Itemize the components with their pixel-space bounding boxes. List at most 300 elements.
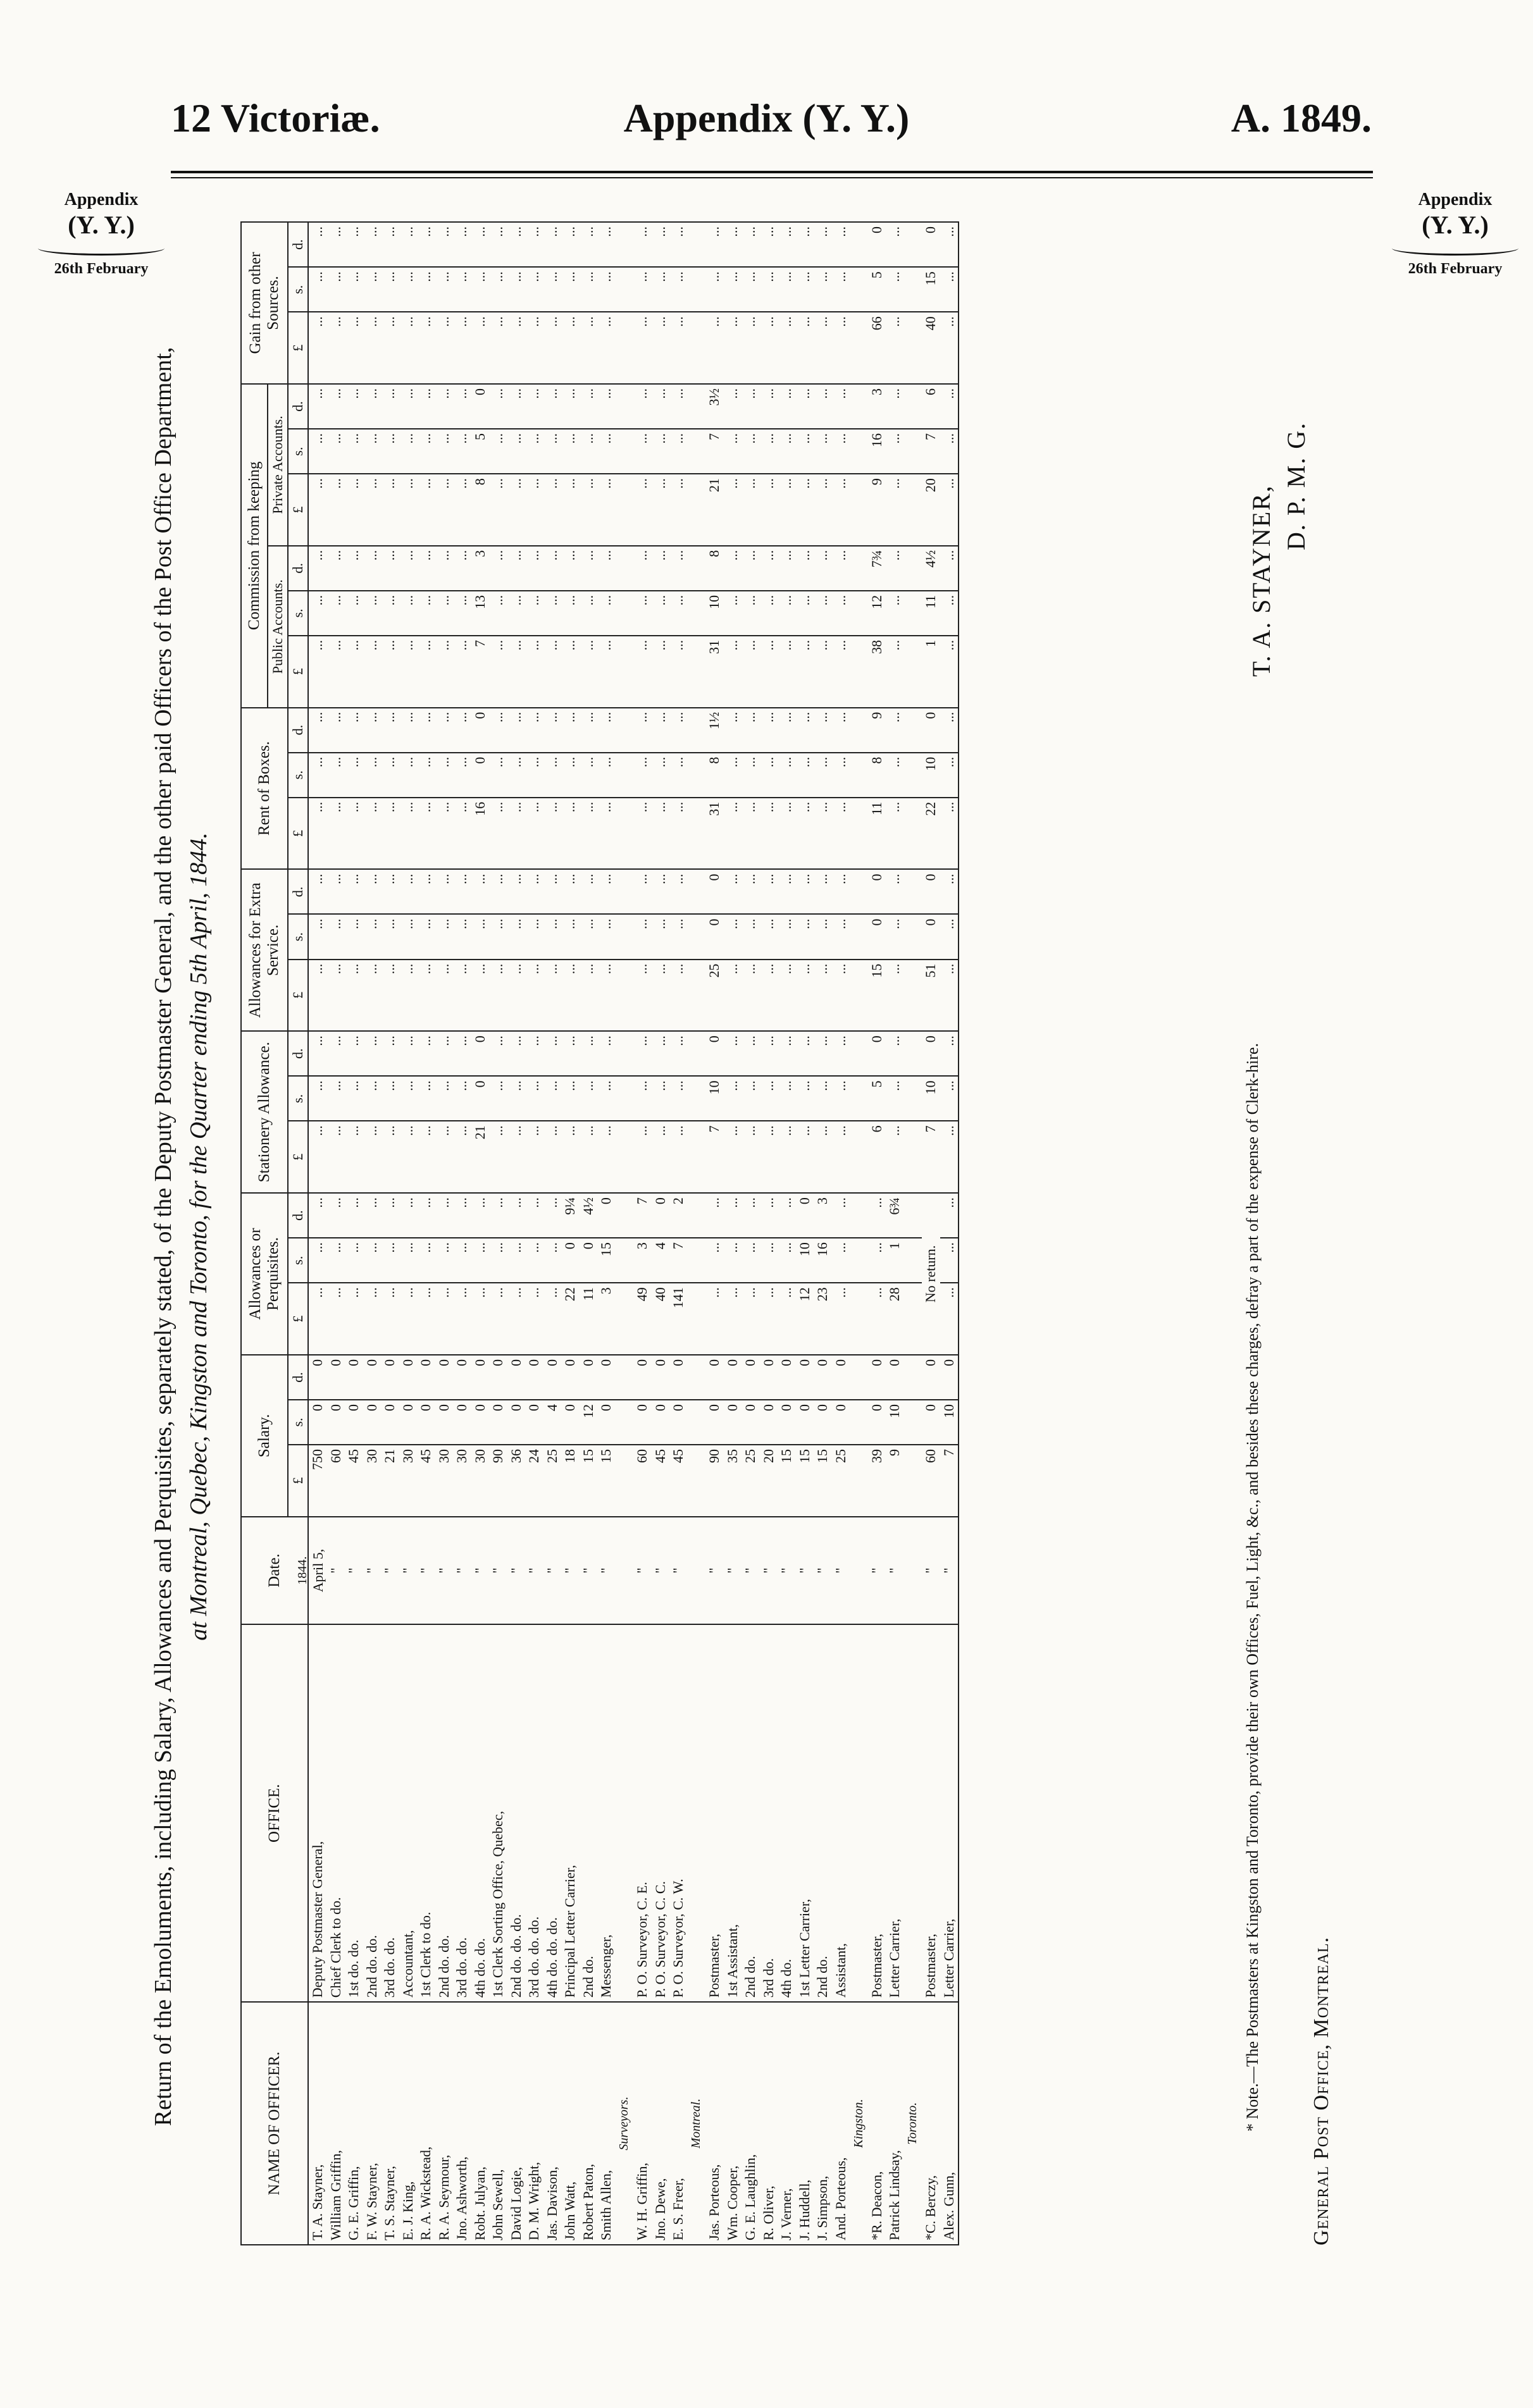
officer-name: Jas. Porteous, xyxy=(705,2002,724,2245)
other-gain-pence: ... xyxy=(507,222,526,267)
officer-name: T. S. Stayner, xyxy=(381,2002,399,2245)
empty-cell xyxy=(616,708,634,753)
public-accounts-pence: ... xyxy=(796,546,814,591)
office-title: Letter Carrier, xyxy=(886,1624,904,2002)
office-title: Principal Letter Carrier, xyxy=(561,1624,580,2002)
salary-shillings: 0 xyxy=(435,1400,454,1445)
other-gain-pounds: ... xyxy=(724,312,742,384)
box-rent-pence: ... xyxy=(724,708,742,753)
extra-service-pounds: 51 xyxy=(922,960,940,1032)
table-body xyxy=(295,222,959,2245)
other-gain-shillings: ... xyxy=(308,267,327,312)
table-row xyxy=(724,222,742,2245)
office-title: 2nd do. xyxy=(814,1624,832,2002)
empty-cell xyxy=(616,546,634,591)
public-accounts-pounds: 1 xyxy=(922,636,940,708)
box-rent-pence: ... xyxy=(308,708,327,753)
salary-pounds: 20 xyxy=(760,1445,778,1517)
stationery-pounds: ... xyxy=(381,1121,399,1193)
box-rent-pounds: ... xyxy=(633,798,652,870)
other-gain-shillings: ... xyxy=(399,267,418,312)
private-accounts-shillings: ... xyxy=(940,429,959,474)
table-row xyxy=(381,222,399,2245)
extra-service-pence: ... xyxy=(796,869,814,914)
col-public-header: Public Accounts. xyxy=(268,546,288,708)
extra-service-pence: ... xyxy=(724,869,742,914)
extra-service-shillings: ... xyxy=(832,915,850,960)
public-accounts-pence: ... xyxy=(417,546,435,591)
table-row xyxy=(561,222,580,2245)
other-gain-shillings: ... xyxy=(363,267,382,312)
date-cell: " xyxy=(561,1517,580,1625)
public-accounts-pence: ... xyxy=(525,546,543,591)
box-rent-shillings: ... xyxy=(633,753,652,798)
stationery-pence: ... xyxy=(399,1031,418,1076)
col-office-header: OFFICE. xyxy=(241,1624,308,2002)
empty-cell xyxy=(904,384,922,429)
stationery-shillings: ... xyxy=(669,1076,688,1121)
other-gain-pounds: 66 xyxy=(868,312,886,384)
other-gain-shillings: ... xyxy=(886,267,904,312)
box-rent-pounds: ... xyxy=(814,798,832,870)
allowance-pence: 9¼ xyxy=(561,1193,580,1238)
extra-service-pounds: ... xyxy=(308,960,327,1032)
salary-pounds: 30 xyxy=(453,1445,471,1517)
date-cell: " xyxy=(832,1517,850,1625)
box-rent-pence: ... xyxy=(399,708,418,753)
other-gain-shillings: ... xyxy=(724,267,742,312)
date-cell: 1844. April 5, xyxy=(308,1517,327,1625)
stationery-pence: ... xyxy=(435,1031,454,1076)
date-cell: " xyxy=(345,1517,363,1625)
stationery-pounds: ... xyxy=(399,1121,418,1193)
stationery-pence: ... xyxy=(796,1031,814,1076)
col-gain-header: Gain from other Sources. xyxy=(241,222,288,384)
officer-name: E. S. Freer, xyxy=(669,2002,688,2245)
empty-cell xyxy=(904,869,922,914)
other-gain-pence: ... xyxy=(471,222,490,267)
table-row xyxy=(633,222,652,2245)
public-accounts-pence: ... xyxy=(561,546,580,591)
public-accounts-pence: ... xyxy=(507,546,526,591)
allowance-shillings: 3 xyxy=(633,1238,652,1283)
table-row xyxy=(742,222,760,2245)
other-gain-pence: ... xyxy=(796,222,814,267)
unit-label: d. xyxy=(288,546,308,591)
extra-service-shillings: ... xyxy=(308,915,327,960)
empty-cell xyxy=(616,1624,634,2002)
table-row xyxy=(417,222,435,2245)
box-rent-pounds: 16 xyxy=(471,798,490,870)
stationery-pence: ... xyxy=(814,1031,832,1076)
private-accounts-pounds: ... xyxy=(381,474,399,546)
public-accounts-pounds: ... xyxy=(652,636,670,708)
extra-service-shillings: ... xyxy=(345,915,363,960)
private-accounts-pence: ... xyxy=(417,384,435,429)
stationery-pounds: ... xyxy=(778,1121,796,1193)
empty-cell xyxy=(688,312,706,384)
private-accounts-pence: ... xyxy=(453,384,471,429)
extra-service-pence: ... xyxy=(652,869,670,914)
box-rent-shillings: ... xyxy=(669,753,688,798)
salary-shillings: 0 xyxy=(507,1400,526,1445)
extra-service-shillings: ... xyxy=(399,915,418,960)
box-rent-pounds: ... xyxy=(561,798,580,870)
empty-cell xyxy=(616,798,634,870)
office-title: 4th do. xyxy=(778,1624,796,2002)
office-title: Postmaster, xyxy=(922,1624,940,2002)
box-rent-pounds: ... xyxy=(489,798,507,870)
stationery-shillings: ... xyxy=(327,1076,345,1121)
unit-label: s. xyxy=(288,1076,308,1121)
allowance-pounds: ... xyxy=(489,1283,507,1355)
salary-pounds: 24 xyxy=(525,1445,543,1517)
public-accounts-pounds: ... xyxy=(417,636,435,708)
header-session: 12 Victoriæ. xyxy=(171,96,380,140)
extra-service-pounds: ... xyxy=(633,960,652,1032)
salary-pence: 0 xyxy=(868,1355,886,1400)
stationery-shillings: ... xyxy=(363,1076,382,1121)
public-accounts-pence: ... xyxy=(652,546,670,591)
table-row xyxy=(363,222,382,2245)
box-rent-pounds: ... xyxy=(669,798,688,870)
extra-service-pence: ... xyxy=(940,869,959,914)
stationery-pounds: ... xyxy=(832,1121,850,1193)
box-rent-pounds: ... xyxy=(940,798,959,870)
other-gain-pence: ... xyxy=(399,222,418,267)
other-gain-shillings: ... xyxy=(453,267,471,312)
extra-service-shillings: ... xyxy=(760,915,778,960)
salary-pounds: 39 xyxy=(868,1445,886,1517)
empty-cell xyxy=(850,1517,868,1625)
other-gain-pence: ... xyxy=(814,222,832,267)
office-title: 2nd do. do. xyxy=(435,1624,454,2002)
emoluments-table xyxy=(240,221,959,2245)
salary-pounds: 7 xyxy=(940,1445,959,1517)
stationery-pounds: ... xyxy=(742,1121,760,1193)
private-accounts-pence: ... xyxy=(327,384,345,429)
office-title: 3rd do. do. do. xyxy=(525,1624,543,2002)
officer-name: Jas. Davison, xyxy=(543,2002,562,2245)
public-accounts-shillings: ... xyxy=(724,591,742,636)
stationery-shillings: 0 xyxy=(471,1076,490,1121)
public-accounts-pounds: ... xyxy=(543,636,562,708)
allowance-shillings: 0 xyxy=(580,1238,598,1283)
salary-pounds: 15 xyxy=(778,1445,796,1517)
extra-service-pounds: ... xyxy=(345,960,363,1032)
allowance-shillings: ... xyxy=(760,1238,778,1283)
other-gain-pounds: ... xyxy=(561,312,580,384)
box-rent-pence: ... xyxy=(543,708,562,753)
other-gain-pence: ... xyxy=(525,222,543,267)
public-accounts-pounds: ... xyxy=(399,636,418,708)
salary-pounds: 35 xyxy=(724,1445,742,1517)
salary-pounds: 45 xyxy=(345,1445,363,1517)
empty-cell xyxy=(850,1031,868,1076)
salary-pounds: 90 xyxy=(705,1445,724,1517)
allowance-pounds: ... xyxy=(760,1283,778,1355)
private-accounts-shillings: ... xyxy=(742,429,760,474)
box-rent-shillings: ... xyxy=(814,753,832,798)
public-accounts-shillings: ... xyxy=(327,591,345,636)
extra-service-pounds: ... xyxy=(453,960,471,1032)
private-accounts-pence: ... xyxy=(633,384,652,429)
officer-name: And. Porteous, xyxy=(832,2002,850,2245)
stationery-shillings: 5 xyxy=(868,1076,886,1121)
other-gain-pence: ... xyxy=(489,222,507,267)
salary-pence: 0 xyxy=(435,1355,454,1400)
allowance-shillings: ... xyxy=(308,1238,327,1283)
allowance-shillings: 15 xyxy=(597,1238,616,1283)
private-accounts-pence: ... xyxy=(724,384,742,429)
stationery-pence: 0 xyxy=(471,1031,490,1076)
private-accounts-shillings: ... xyxy=(580,429,598,474)
private-accounts-pence: 0 xyxy=(471,384,490,429)
public-accounts-shillings: ... xyxy=(363,591,382,636)
other-gain-shillings: ... xyxy=(796,267,814,312)
extra-service-pounds: ... xyxy=(760,960,778,1032)
stationery-shillings: ... xyxy=(525,1076,543,1121)
empty-cell xyxy=(904,708,922,753)
allowance-shillings: 0 xyxy=(561,1238,580,1283)
empty-cell xyxy=(688,1517,706,1625)
private-accounts-pounds: ... xyxy=(399,474,418,546)
private-accounts-shillings: 7 xyxy=(922,429,940,474)
salary-pence: 0 xyxy=(597,1355,616,1400)
box-rent-pounds: ... xyxy=(363,798,382,870)
date-cell: " xyxy=(489,1517,507,1625)
stationery-pence: ... xyxy=(327,1031,345,1076)
private-accounts-shillings: ... xyxy=(633,429,652,474)
office-title: 3rd do. do. xyxy=(381,1624,399,2002)
public-accounts-shillings: ... xyxy=(940,591,959,636)
salary-pence: 0 xyxy=(742,1355,760,1400)
public-accounts-shillings: ... xyxy=(453,591,471,636)
allowance-pence: 2 xyxy=(669,1193,688,1238)
box-rent-pence: ... xyxy=(778,708,796,753)
stationery-pounds: ... xyxy=(417,1121,435,1193)
allowance-pence: 3 xyxy=(814,1193,832,1238)
extra-service-shillings: ... xyxy=(417,915,435,960)
stationery-pounds: ... xyxy=(597,1121,616,1193)
public-accounts-shillings: ... xyxy=(796,591,814,636)
other-gain-pounds: ... xyxy=(543,312,562,384)
empty-cell xyxy=(850,1624,868,2002)
stationery-pence: ... xyxy=(345,1031,363,1076)
public-accounts-pounds: ... xyxy=(832,636,850,708)
section-label: Toronto. xyxy=(904,2002,922,2245)
unit-label: s. xyxy=(288,267,308,312)
officer-name: G. E. Laughlin, xyxy=(742,2002,760,2245)
empty-cell xyxy=(688,546,706,591)
date-cell: " xyxy=(417,1517,435,1625)
header-appendix: Appendix (Y. Y.) xyxy=(623,96,910,140)
private-accounts-shillings: ... xyxy=(814,429,832,474)
empty-cell xyxy=(688,753,706,798)
stationery-shillings: ... xyxy=(580,1076,598,1121)
empty-cell xyxy=(688,1031,706,1076)
officer-name: John Watt, xyxy=(561,2002,580,2245)
salary-pounds: 30 xyxy=(399,1445,418,1517)
allowance-pence: ... xyxy=(507,1193,526,1238)
allowance-pence: ... xyxy=(435,1193,454,1238)
box-rent-shillings: 8 xyxy=(868,753,886,798)
brace-icon xyxy=(1392,241,1518,256)
box-rent-pence: ... xyxy=(760,708,778,753)
table-row xyxy=(525,222,543,2245)
unit-label: s. xyxy=(288,915,308,960)
allowance-shillings: 16 xyxy=(814,1238,832,1283)
office-title: 3rd do. xyxy=(760,1624,778,2002)
date-cell: " xyxy=(580,1517,598,1625)
empty-cell xyxy=(850,753,868,798)
extra-service-pence: 0 xyxy=(922,869,940,914)
other-gain-shillings: ... xyxy=(489,267,507,312)
box-rent-pounds: ... xyxy=(597,798,616,870)
empty-cell xyxy=(688,798,706,870)
extra-service-pence: ... xyxy=(435,869,454,914)
private-accounts-pence: ... xyxy=(543,384,562,429)
box-rent-pence: 0 xyxy=(922,708,940,753)
allowance-pence: ... xyxy=(345,1193,363,1238)
empty-cell xyxy=(850,222,868,267)
allowance-shillings: ... xyxy=(435,1238,454,1283)
other-gain-pounds: ... xyxy=(435,312,454,384)
empty-cell xyxy=(850,267,868,312)
public-accounts-shillings: ... xyxy=(832,591,850,636)
stationery-pounds: ... xyxy=(308,1121,327,1193)
box-rent-pence: ... xyxy=(940,708,959,753)
allowance-pence: 7 xyxy=(633,1193,652,1238)
private-accounts-pounds: ... xyxy=(417,474,435,546)
empty-cell xyxy=(904,474,922,546)
table-row xyxy=(453,222,471,2245)
empty-cell xyxy=(850,1355,868,1400)
extra-service-shillings: ... xyxy=(507,915,526,960)
office-title: Messenger, xyxy=(597,1624,616,2002)
extra-service-pounds: ... xyxy=(435,960,454,1032)
salary-pence: 0 xyxy=(778,1355,796,1400)
salary-shillings: 0 xyxy=(327,1400,345,1445)
box-rent-pounds: ... xyxy=(796,798,814,870)
private-accounts-pounds: ... xyxy=(832,474,850,546)
box-rent-shillings: ... xyxy=(652,753,670,798)
stationery-pounds: ... xyxy=(580,1121,598,1193)
public-accounts-pence: ... xyxy=(308,546,327,591)
salary-pounds: 15 xyxy=(796,1445,814,1517)
public-accounts-pounds: ... xyxy=(940,636,959,708)
side-note-date: 26th February xyxy=(1408,261,1503,277)
office-title: Accountant, xyxy=(399,1624,418,2002)
extra-service-pounds: ... xyxy=(886,960,904,1032)
private-accounts-pounds: ... xyxy=(435,474,454,546)
empty-cell xyxy=(616,591,634,636)
empty-cell xyxy=(904,1193,922,1238)
extra-service-pounds: 25 xyxy=(705,960,724,1032)
public-accounts-pounds: ... xyxy=(597,636,616,708)
allowance-pence: ... xyxy=(327,1193,345,1238)
date-cell: " xyxy=(507,1517,526,1625)
box-rent-shillings: ... xyxy=(489,753,507,798)
allowance-shillings: ... xyxy=(345,1238,363,1283)
private-accounts-shillings: ... xyxy=(507,429,526,474)
salary-pence: 0 xyxy=(832,1355,850,1400)
other-gain-pounds: ... xyxy=(760,312,778,384)
salary-shillings: 0 xyxy=(453,1400,471,1445)
other-gain-pounds: ... xyxy=(669,312,688,384)
box-rent-pounds: 11 xyxy=(868,798,886,870)
section-row xyxy=(616,222,634,2245)
private-accounts-pounds: ... xyxy=(507,474,526,546)
salary-pounds: 30 xyxy=(471,1445,490,1517)
public-accounts-pence: ... xyxy=(489,546,507,591)
stationery-pounds: 7 xyxy=(922,1121,940,1193)
extra-service-pence: ... xyxy=(381,869,399,914)
salary-pence: 0 xyxy=(669,1355,688,1400)
box-rent-pounds: ... xyxy=(381,798,399,870)
salary-shillings: 0 xyxy=(597,1400,616,1445)
box-rent-shillings: ... xyxy=(760,753,778,798)
public-accounts-pounds: ... xyxy=(814,636,832,708)
allowance-pounds: ... xyxy=(705,1283,724,1355)
stationery-pence: 0 xyxy=(705,1031,724,1076)
stationery-shillings: ... xyxy=(561,1076,580,1121)
section-row xyxy=(904,222,922,2245)
private-accounts-pounds: ... xyxy=(633,474,652,546)
public-accounts-shillings: ... xyxy=(633,591,652,636)
officer-name: E. J. King, xyxy=(399,2002,418,2245)
allowance-pence: 4½ xyxy=(580,1193,598,1238)
stationery-pounds: ... xyxy=(489,1121,507,1193)
private-accounts-shillings: ... xyxy=(435,429,454,474)
date-cell: " xyxy=(814,1517,832,1625)
stationery-pounds: ... xyxy=(525,1121,543,1193)
other-gain-pence: ... xyxy=(633,222,652,267)
other-gain-pence: ... xyxy=(417,222,435,267)
other-gain-pence: ... xyxy=(669,222,688,267)
private-accounts-shillings: 7 xyxy=(705,429,724,474)
other-gain-pounds: ... xyxy=(399,312,418,384)
stationery-shillings: ... xyxy=(796,1076,814,1121)
box-rent-pence: ... xyxy=(363,708,382,753)
allowance-pence: ... xyxy=(868,1193,886,1238)
private-accounts-shillings: ... xyxy=(778,429,796,474)
stationery-shillings: ... xyxy=(940,1076,959,1121)
private-accounts-pence: ... xyxy=(742,384,760,429)
allowance-pence: ... xyxy=(724,1193,742,1238)
stationery-pounds: ... xyxy=(561,1121,580,1193)
salary-shillings: 0 xyxy=(814,1400,832,1445)
public-accounts-shillings: 12 xyxy=(868,591,886,636)
salary-pounds: 21 xyxy=(381,1445,399,1517)
office-title: 2nd do. do. xyxy=(363,1624,382,2002)
office-title: 4th do. do. do. xyxy=(543,1624,562,2002)
private-accounts-pence: ... xyxy=(525,384,543,429)
stationery-shillings: ... xyxy=(399,1076,418,1121)
private-accounts-pounds: ... xyxy=(453,474,471,546)
stationery-pounds: ... xyxy=(507,1121,526,1193)
extra-service-pounds: ... xyxy=(417,960,435,1032)
allowance-pounds: ... xyxy=(435,1283,454,1355)
empty-cell xyxy=(688,1624,706,2002)
box-rent-shillings: ... xyxy=(580,753,598,798)
allowance-pounds: ... xyxy=(868,1283,886,1355)
office-title: 2nd do. xyxy=(742,1624,760,2002)
other-gain-pounds: ... xyxy=(507,312,526,384)
other-gain-shillings: 15 xyxy=(922,267,940,312)
officer-name: Jno. Ashworth, xyxy=(453,2002,471,2245)
table-row xyxy=(345,222,363,2245)
